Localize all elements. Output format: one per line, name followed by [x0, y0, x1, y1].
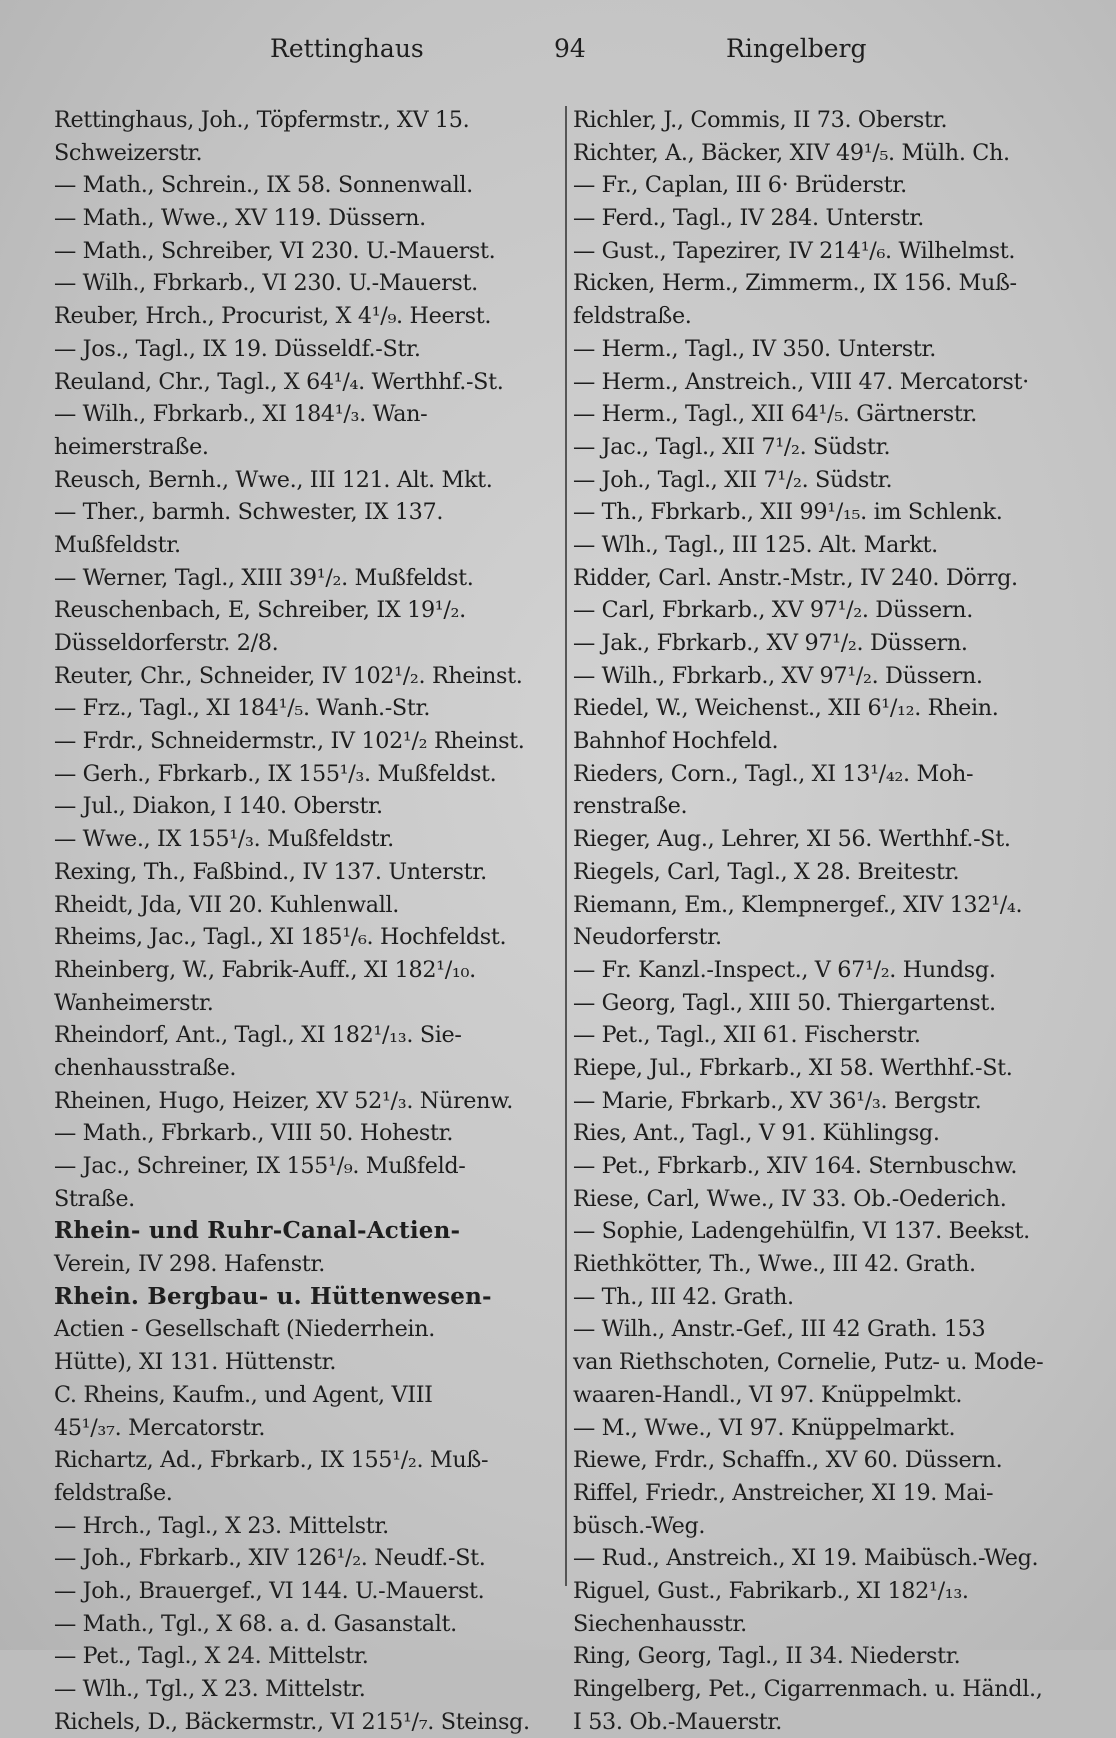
header-last-entry: Ringelberg — [726, 34, 867, 63]
directory-entry-line: — Carl, Fbrkarb., XV 97¹/₂. Düssern. — [573, 597, 973, 624]
directory-entry-line: — Wlh., Tagl., III 125. Alt. Markt. — [573, 531, 938, 558]
directory-entry-line: — Wlh., Tgl., X 23. Mittelstr. — [54, 1676, 366, 1702]
directory-entry-line: — Joh., Brauergef., VI 144. U.-Mauerst. — [54, 1577, 485, 1604]
header-first-entry: Rettinghaus — [270, 34, 424, 63]
directory-entry-line: — Wilh., Fbrkarb., XV 97¹/₂. Düssern. — [573, 662, 983, 689]
directory-entry-line: — Herm., Tagl., IV 350. Unterstr. — [573, 335, 937, 362]
directory-entry-line: — Ther., barmh. Schwester, IX 137. — [54, 499, 444, 526]
directory-entry-line: — Rud., Anstreich., XI 19. Maibüsch.-Weg. — [573, 1545, 1039, 1572]
directory-entry-line: Richels, D., Bäckermstr., VI 215¹/₇. Steinsg. — [54, 1708, 530, 1735]
directory-entry-line: Siechenhausstr. — [573, 1610, 747, 1637]
directory-entry-line: chenhausstraße. — [54, 1054, 237, 1081]
directory-entry-line: — Jak., Fbrkarb., XV 97¹/₂. Düssern. — [573, 630, 968, 656]
directory-entry-line: Schweizerstr. — [54, 139, 203, 166]
directory-entry-line: Ring, Georg, Tagl., II 34. Niederstr. — [573, 1643, 961, 1670]
directory-entry-line: — Jac., Schreiner, IX 155¹/₉. Mußfeld- — [54, 1153, 466, 1179]
directory-entry-line: — Wilh., Fbrkarb., XI 184¹/₃. Wan- — [54, 401, 428, 428]
directory-entry-line: — Pet., Tagl., X 24. Mittelstr. — [54, 1643, 369, 1670]
directory-entry-line: — M., Wwe., VI 97. Knüppelmarkt. — [573, 1414, 956, 1441]
directory-entry-line: heimerstraße. — [54, 433, 209, 460]
page-header — [60, 34, 1076, 74]
directory-entry-line: — Frdr., Schneidermstr., IV 102¹/₂ Rheinst. — [54, 728, 525, 755]
directory-entry-line: Riguel, Gust., Fabrikarb., XI 182¹/₁₃. — [573, 1577, 969, 1604]
directory-entry-line: — Jul., Diakon, I 140. Oberstr. — [54, 793, 383, 820]
directory-entry-line: feldstraße. — [54, 1479, 173, 1506]
directory-entry-line: — Math., Schrein., IX 58. Sonnenwall. — [54, 172, 473, 199]
directory-entry-line: Reuschenbach, E, Schreiber, IX 19¹/₂. — [54, 597, 466, 624]
directory-entry-line: Riese, Carl, Wwe., IV 33. Ob.-Oederich. — [573, 1185, 1007, 1212]
directory-entry-line: — Sophie, Ladengehülfin, VI 137. Beekst. — [573, 1218, 1030, 1245]
directory-entry-line: feldstraße. — [573, 303, 692, 330]
directory-entry-line: — Wwe., IX 155¹/₃. Mußfeldstr. — [54, 826, 394, 853]
directory-entry-line: Rieger, Aug., Lehrer, XI 56. Werthhf.-St. — [573, 826, 1011, 853]
directory-entry-line: — Fr. Kanzl.-Inspect., V 67¹/₂. Hundsg. — [573, 956, 996, 983]
directory-entry-line: Riegels, Carl, Tagl., X 28. Breitestr. — [573, 858, 960, 885]
directory-entry-line: — Joh., Fbrkarb., XIV 126¹/₂. Neudf.-St. — [54, 1545, 486, 1572]
directory-entry-line: — Math., Schreiber, VI 230. U.-Mauerst. — [54, 237, 496, 264]
directory-entry-line: — Math., Wwe., XV 119. Düssern. — [54, 205, 426, 232]
directory-entry-line: Richter, A., Bäcker, XIV 49¹/₅. Mülh. Ch. — [573, 139, 1010, 166]
directory-entry-line: Reusch, Bernh., Wwe., III 121. Alt. Mkt. — [54, 466, 493, 493]
directory-entry-line: Rheinen, Hugo, Heizer, XV 52¹/₃. Nürenw. — [54, 1087, 513, 1114]
directory-entry-line: waaren-Handl., VI 97. Knüppelmkt. — [573, 1381, 963, 1408]
directory-entry-line: — Pet., Tagl., XII 61. Fischerstr. — [573, 1022, 921, 1049]
directory-entry-line: Ringelberg, Pet., Cigarrenmach. u. Händl., — [573, 1676, 1043, 1702]
directory-entry-line: Rhein. Bergbau- u. Hüttenwesen- — [54, 1282, 492, 1310]
directory-entry-line: — Werner, Tagl., XIII 39¹/₂. Mußfeldst. — [54, 564, 474, 591]
directory-entry-line: Rieders, Corn., Tagl., XI 13¹/₄₂. Moh- — [573, 760, 974, 787]
directory-entry-line: Riethkötter, Th., Wwe., III 42. Grath. — [573, 1251, 976, 1278]
directory-entry-line: Hütte), XI 131. Hüttenstr. — [54, 1349, 337, 1376]
directory-entry-line: — Frz., Tagl., XI 184¹/₅. Wanh.-Str. — [54, 695, 431, 722]
directory-entry-line: — Hrch., Tagl., X 23. Mittelstr. — [54, 1512, 389, 1539]
directory-entry-line: Reuland, Chr., Tagl., X 64¹/₄. Werthhf.-St. — [54, 368, 504, 395]
directory-entry-line: Rhein- und Ruhr-Canal-Actien- — [54, 1217, 461, 1245]
directory-entry-line: Bahnhof Hochfeld. — [573, 728, 779, 755]
directory-entry-line: Straße. — [54, 1185, 135, 1212]
directory-entry-line: renstraße. — [573, 793, 688, 820]
directory-entry-line: — Jac., Tagl., XII 7¹/₂. Südstr. — [573, 433, 891, 460]
directory-entry-line: — Pet., Fbrkarb., XIV 164. Sternbuschw. — [573, 1153, 1018, 1179]
directory-entry-line: 45¹/₃₇. Mercatorstr. — [54, 1414, 266, 1441]
directory-entry-line: Ricken, Herm., Zimmerm., IX 156. Muß- — [573, 270, 1017, 297]
directory-entry-line: — Jos., Tagl., IX 19. Düsseldf.-Str. — [54, 335, 421, 362]
directory-entry-line: Reuter, Chr., Schneider, IV 102¹/₂. Rheinst. — [54, 662, 523, 689]
directory-entry-line: Ries, Ant., Tagl., V 91. Kühlingsg. — [573, 1120, 940, 1147]
directory-entry-line: Ridder, Carl. Anstr.-Mstr., IV 240. Dörrg. — [573, 564, 1018, 591]
directory-entry-line: C. Rheins, Kaufm., und Agent, VIII — [54, 1381, 433, 1408]
directory-entry-line: Richler, J., Commis, II 73. Oberstr. — [573, 107, 948, 133]
directory-entry-line: Verein, IV 298. Hafenstr. — [54, 1251, 325, 1278]
directory-entry-line: — Math., Fbrkarb., VIII 50. Hohestr. — [54, 1120, 454, 1147]
directory-entry-line: Actien - Gesellschaft (Niederrhein. — [54, 1316, 435, 1343]
directory-entry-line: Rheinberg, W., Fabrik-Auff., XI 182¹/₁₀. — [54, 956, 476, 983]
directory-entry-line: Rexing, Th., Faßbind., IV 137. Unterstr. — [54, 858, 487, 885]
page-number: 94 — [554, 34, 586, 63]
directory-entry-line: Riemann, Em., Klempnergef., XIV 132¹/₄. — [573, 891, 1023, 918]
directory-entry-line: van Riethschoten, Cornelie, Putz- u. Mode- — [573, 1349, 1044, 1376]
directory-entry-line: — Wilh., Fbrkarb., VI 230. U.-Mauerst. — [54, 270, 478, 297]
directory-entry-line: I 53. Ob.-Mauerstr. — [573, 1708, 783, 1735]
directory-entry-line: Rheims, Jac., Tagl., XI 185¹/₆. Hochfeldst. — [54, 924, 507, 951]
directory-entry-line: — Herm., Anstreich., VIII 47. Mercatorst· — [573, 368, 1029, 395]
directory-entry-line: — Joh., Tagl., XII 7¹/₂. Südstr. — [573, 466, 893, 493]
directory-entry-line: — Fr., Caplan, III 6· Brüderstr. — [573, 172, 907, 199]
directory-entry-line: Reuber, Hrch., Procurist, X 4¹/₉. Heerst. — [54, 303, 492, 330]
directory-entry-line: Richartz, Ad., Fbrkarb., IX 155¹/₂. Muß- — [54, 1447, 489, 1474]
directory-entry-line: — Wilh., Anstr.-Gef., III 42 Grath. 153 — [573, 1316, 986, 1343]
directory-entry-line: — Math., Tgl., X 68. a. d. Gasanstalt. — [54, 1610, 457, 1637]
directory-entry-line: — Gerh., Fbrkarb., IX 155¹/₃. Mußfeldst. — [54, 760, 497, 787]
directory-entry-line: Neudorferstr. — [573, 924, 722, 951]
directory-entry-line: — Th., Fbrkarb., XII 99¹/₁₅. im Schlenk. — [573, 499, 1003, 526]
directory-entry-line: — Gust., Tapezirer, IV 214¹/₆. Wilhelmst. — [573, 237, 1016, 264]
directory-entry-line: Rheindorf, Ant., Tagl., XI 182¹/₁₃. Sie- — [54, 1022, 462, 1049]
directory-entry-line: — Herm., Tagl., XII 64¹/₅. Gärtnerstr. — [573, 401, 978, 428]
directory-entry-line: — Ferd., Tagl., IV 284. Unterstr. — [573, 205, 924, 232]
directory-entry-line: — Georg, Tagl., XIII 50. Thiergartenst. — [573, 989, 996, 1016]
directory-entry-line: büsch.-Weg. — [573, 1512, 706, 1539]
directory-entry-line: Riedel, W., Weichenst., XII 6¹/₁₂. Rhein. — [573, 695, 999, 722]
directory-entry-line: — Th., III 42. Grath. — [573, 1283, 794, 1310]
directory-entry-line: Düsseldorferstr. 2/8. — [54, 630, 279, 656]
directory-entry-line: Wanheimerstr. — [54, 989, 214, 1016]
directory-entry-line: Mußfeldstr. — [54, 531, 181, 558]
right-column — [573, 104, 1073, 1735]
directory-entry-line: Riffel, Friedr., Anstreicher, XI 19. Mai- — [573, 1479, 994, 1506]
directory-entry-line: Riepe, Jul., Fbrkarb., XI 58. Werthhf.-St. — [573, 1054, 1013, 1081]
left-column — [54, 104, 562, 1735]
directory-entry-line: Rheidt, Jda, VII 20. Kuhlenwall. — [54, 891, 400, 918]
directory-entry-line: Rettinghaus, Joh., Töpfermstr., XV 15. — [54, 107, 470, 133]
directory-entry-line: Riewe, Frdr., Schaffn., XV 60. Düssern. — [573, 1447, 1003, 1474]
directory-entry-line: — Marie, Fbrkarb., XV 36¹/₃. Bergstr. — [573, 1087, 982, 1114]
column-divider — [565, 106, 567, 1586]
